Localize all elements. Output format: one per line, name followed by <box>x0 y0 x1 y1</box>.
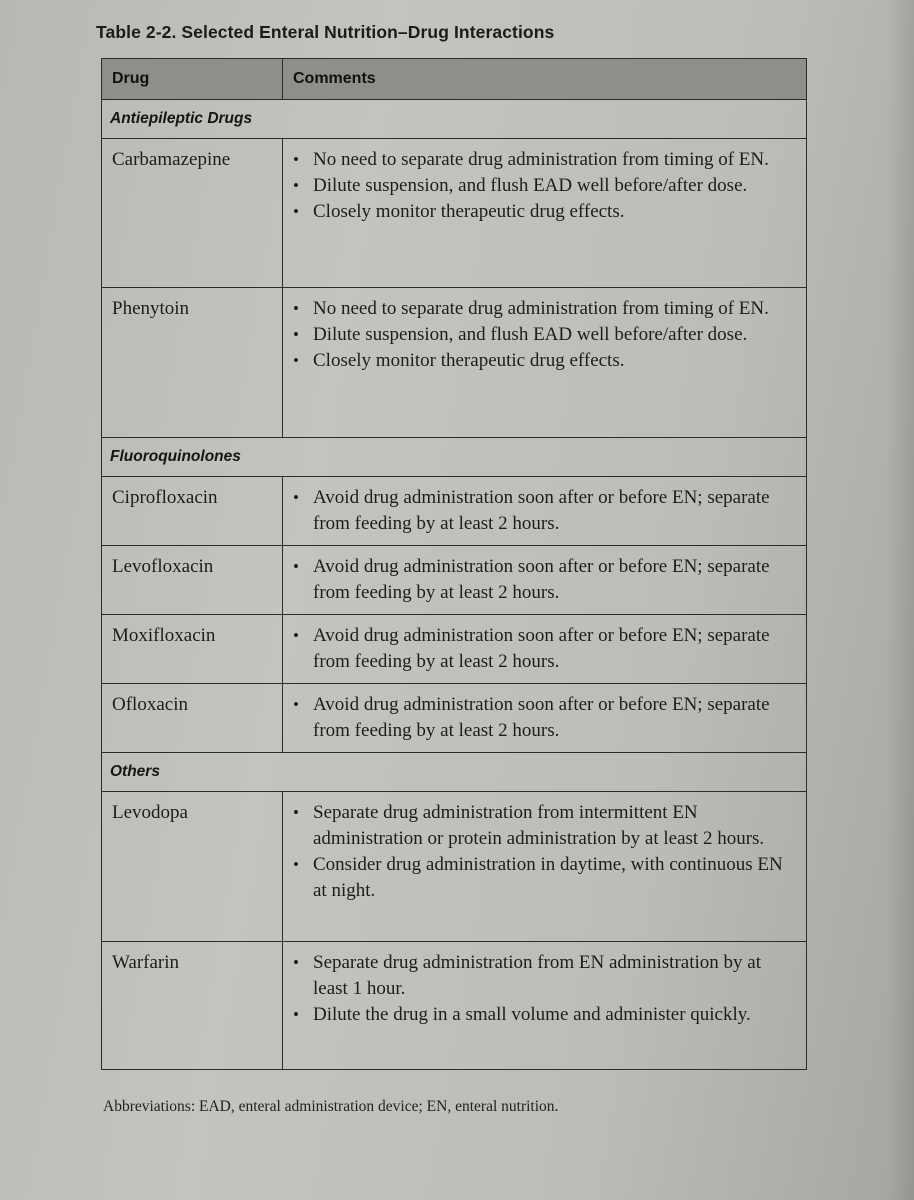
comment-item: • Avoid drug administration soon after or before EN; separate from feeding by at least 2 hours. <box>293 694 770 741</box>
comment-item: • No need to separate drug administration from timing of EN. <box>289 296 794 322</box>
table-row <box>102 139 807 288</box>
category-row <box>102 100 807 139</box>
comments-cell <box>283 546 807 615</box>
comments-column-header: Comments <box>283 59 807 100</box>
drug-name: Moxifloxacin <box>102 615 283 684</box>
table-row <box>102 942 807 1070</box>
bullet-icon: • <box>293 150 299 169</box>
table-header-row <box>102 59 807 100</box>
table-row <box>102 684 807 753</box>
bullet-icon: • <box>293 299 299 318</box>
drug-name: Ciprofloxacin <box>102 477 283 546</box>
category-row <box>102 753 807 792</box>
bullet-icon: • <box>293 953 299 972</box>
abbreviations-footnote: Abbreviations: EAD, enteral administration device; EN, enteral nutrition. <box>103 1098 559 1115</box>
comment-item: • Avoid drug administration soon after or before EN; separate from feeding by at least 2 hours. <box>293 487 770 534</box>
comments-cell <box>283 288 807 438</box>
comments-cell <box>283 477 807 546</box>
drug-name: Ofloxacin <box>102 684 283 753</box>
comment-item: • Dilute suspension, and flush EAD well before/after dose. <box>289 173 794 199</box>
drug-interaction-table <box>101 58 807 1070</box>
bullet-icon: • <box>293 557 299 576</box>
comments-cell <box>283 615 807 684</box>
drug-column-header: Drug <box>102 59 283 100</box>
table-caption: Table 2-2. Selected Enteral Nutrition–Drug Interactions <box>96 22 555 42</box>
bullet-icon: • <box>293 626 299 645</box>
drug-name: Levodopa <box>102 792 283 942</box>
bullet-icon: • <box>293 488 299 507</box>
comments-cell <box>283 684 807 753</box>
bullet-icon: • <box>293 803 299 822</box>
table-row <box>102 288 807 438</box>
category-antiepileptic: Antiepileptic Drugs <box>102 100 807 139</box>
page-shadow <box>886 0 914 1200</box>
comment-item: • Dilute the drug in a small volume and administer quickly. <box>289 1002 794 1028</box>
bullet-icon: • <box>293 325 299 344</box>
comment-item: • Consider drug administration in daytime, with continuous EN at night. <box>293 854 783 901</box>
comment-item: • Avoid drug administration soon after or before EN; separate from feeding by at least 2 hours. <box>293 556 770 603</box>
bullet-icon: • <box>293 176 299 195</box>
comment-item: • Separate drug administration from EN administration by at least 1 hour. <box>293 952 761 999</box>
bullet-icon: • <box>293 202 299 221</box>
table-row <box>102 477 807 546</box>
bullet-icon: • <box>293 855 299 874</box>
comment-item: • Dilute suspension, and flush EAD well before/after dose. <box>289 322 794 348</box>
comment-item: • Separate drug administration from intermittent EN administration or protein administration by at least 2 hours. <box>293 802 765 849</box>
category-row <box>102 438 807 477</box>
drug-name: Carbamazepine <box>102 139 283 288</box>
drug-name: Warfarin <box>102 942 283 1070</box>
comment-item: • Avoid drug administration soon after or before EN; separate from feeding by at least 2 hours. <box>293 625 770 672</box>
drug-name: Levofloxacin <box>102 546 283 615</box>
comment-item: • Closely monitor therapeutic drug effects. <box>289 199 794 225</box>
bullet-icon: • <box>293 695 299 714</box>
comments-cell <box>283 139 807 288</box>
bullet-icon: • <box>293 1005 299 1024</box>
table-row <box>102 615 807 684</box>
bullet-icon: • <box>293 351 299 370</box>
comments-cell <box>283 942 807 1070</box>
drug-name: Phenytoin <box>102 288 283 438</box>
table-row <box>102 546 807 615</box>
comments-cell <box>283 792 807 942</box>
comment-item: • Closely monitor therapeutic drug effects. <box>289 348 794 374</box>
category-fluoroquinolones: Fluoroquinolones <box>102 438 807 477</box>
comment-item: • No need to separate drug administration from timing of EN. <box>289 147 794 173</box>
table-row <box>102 792 807 942</box>
category-others: Others <box>102 753 807 792</box>
